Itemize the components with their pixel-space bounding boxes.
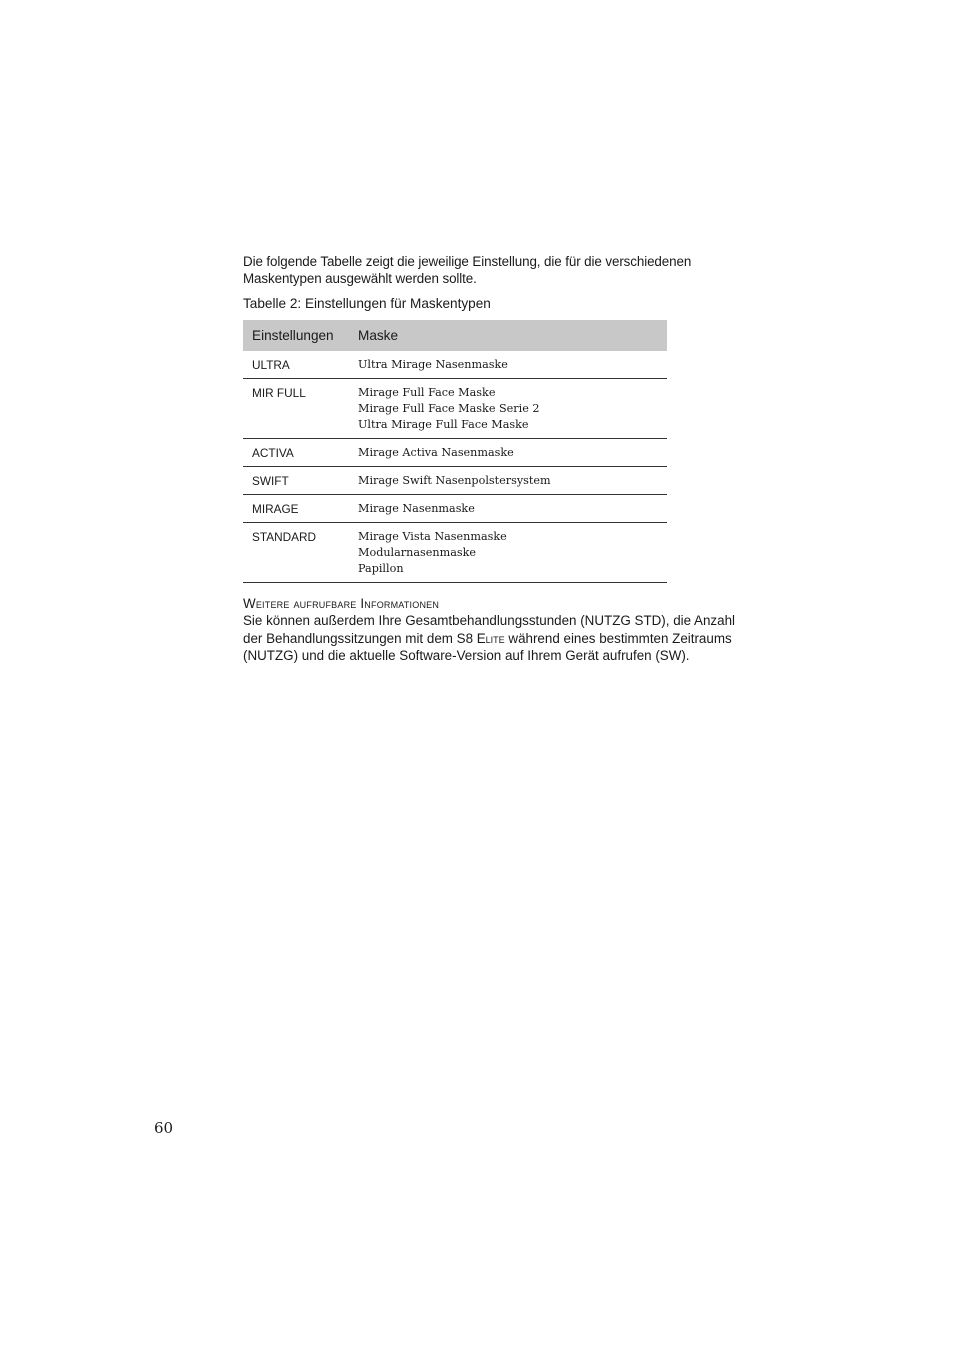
table-caption: Tabelle 2: Einstellungen für Maskentypen xyxy=(243,296,491,311)
mask-name: Mirage Full Face Maske xyxy=(358,386,496,399)
mask-cell xyxy=(349,467,667,495)
setting-cell: SWIFT xyxy=(243,467,349,495)
mask-settings-table xyxy=(243,320,667,583)
device-brand-name: S8 Elite xyxy=(456,630,505,646)
mask-name: Mirage Nasenmaske xyxy=(358,502,475,515)
setting-cell: MIR FULL xyxy=(243,379,349,439)
intro-line-2: Maskentypen ausgewählt werden sollte. xyxy=(243,271,477,286)
section-line-2 xyxy=(243,630,743,648)
setting-cell: MIRAGE xyxy=(243,495,349,523)
mask-cell xyxy=(349,379,667,439)
mask-name: Mirage Swift Nasenpolstersystem xyxy=(358,474,551,487)
section-line-3: (NUTZG) und die aktuelle Software-Version auf Ihrem Gerät aufrufen (SW). xyxy=(243,648,690,664)
table-row xyxy=(243,523,667,583)
table-header-row xyxy=(243,320,667,351)
intro-line-1: Die folgende Tabelle zeigt die jeweilige Einstellung, die für die verschiedenen xyxy=(243,254,692,269)
header-mask: Maske xyxy=(349,320,667,351)
page-content xyxy=(243,253,743,665)
page-number: 60 xyxy=(154,1119,174,1137)
table-row xyxy=(243,495,667,523)
mask-name: Ultra Mirage Nasenmaske xyxy=(358,358,508,371)
header-settings: Einstellungen xyxy=(243,320,349,351)
table-row xyxy=(243,351,667,379)
mask-cell xyxy=(349,523,667,583)
mask-name: Mirage Activa Nasenmaske xyxy=(358,446,514,459)
mask-name: Mirage Full Face Maske Serie 2 xyxy=(358,402,540,415)
table-row xyxy=(243,379,667,439)
section-heading: Weitere aufrufbare Informationen xyxy=(243,596,440,611)
section-line-1: Sie können außerdem Ihre Gesamtbehandlungsstunden (NUTZG STD), die Anzahl xyxy=(243,613,735,628)
mask-cell xyxy=(349,495,667,523)
section-line-2-end: während eines bestimmten Zeitraums xyxy=(504,630,732,646)
mask-name: Ultra Mirage Full Face Maske xyxy=(358,418,529,431)
intro-paragraph xyxy=(243,253,743,287)
mask-cell xyxy=(349,351,667,379)
setting-cell: ULTRA xyxy=(243,351,349,379)
setting-cell: STANDARD xyxy=(243,523,349,583)
mask-name: Modularnasenmaske xyxy=(358,546,477,559)
mask-name: Mirage Vista Nasenmaske xyxy=(358,530,507,543)
section-paragraph xyxy=(243,612,743,665)
table-row xyxy=(243,439,667,467)
section-line-2-start: der Behandlungssitzungen mit dem xyxy=(243,630,457,646)
setting-cell: ACTIVA xyxy=(243,439,349,467)
mask-cell xyxy=(349,439,667,467)
table-row xyxy=(243,467,667,495)
mask-name: Papillon xyxy=(358,562,404,575)
